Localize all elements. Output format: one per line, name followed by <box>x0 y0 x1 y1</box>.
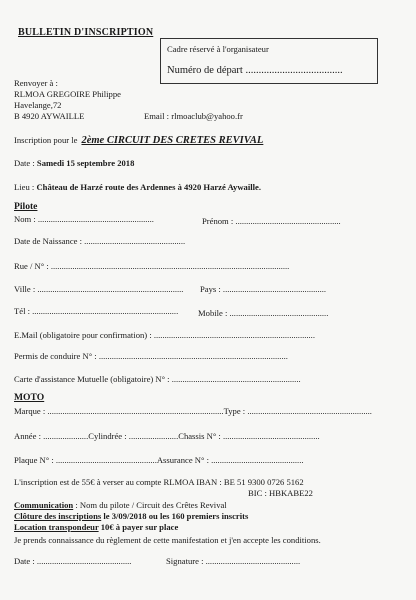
form-title: BULLETIN D'INSCRIPTION <box>18 27 154 38</box>
inscription-prefix: Inscription pour le <box>14 135 78 145</box>
marque-type-field[interactable]: Marque : ..................................................................................Type : .......................................................... <box>14 406 372 416</box>
date-value: Samedi 15 septembre 2018 <box>36 158 135 168</box>
signature-field[interactable]: Signature : ............................................ <box>166 556 301 566</box>
cloture-label: Clôture des inscriptions <box>14 511 102 521</box>
communication-line <box>14 500 227 510</box>
start-number-dots: ..................................... <box>245 65 343 76</box>
permis-field[interactable]: Permis de conduire N° : ........................................................................................ <box>14 351 288 361</box>
prenom-field[interactable]: Prénom : ................................................. <box>202 216 341 226</box>
organizer-box-label: Cadre réservé à l'organisateur <box>167 44 269 54</box>
transpondeur-label: Location transpondeur <box>14 522 99 532</box>
start-number-field[interactable] <box>167 65 343 76</box>
annee-cylindree-chassis-field[interactable]: Année : .....................Cylindrée : .......................Chassis N° : ............................................. <box>14 431 320 441</box>
return-label: Renvoyer à : <box>14 78 58 88</box>
organizer-box <box>160 38 378 84</box>
moto-heading: MOTO <box>14 392 45 403</box>
carte-field[interactable]: Carte d'assistance Mutuelle (obligatoire) N° : ............................................................ <box>14 374 301 384</box>
rue-field[interactable]: Rue / N° : ............................................................................................................... <box>14 261 290 271</box>
place-label: Lieu : <box>14 182 35 192</box>
tel-field[interactable]: Tél : .................................................................... <box>14 306 179 316</box>
plaque-assurance-field[interactable]: Plaque N° : ...............................................Assurance N° : ........................................... <box>14 455 304 465</box>
email-contact: Email : rlmoaclub@yahoo.fr <box>144 111 243 121</box>
inscription-line <box>14 130 263 148</box>
cloture-text: le 3/09/2018 ou les 160 premiers inscrits <box>101 511 249 521</box>
mobile-field[interactable]: Mobile : .............................................. <box>198 308 329 318</box>
nom-field[interactable]: Nom : ...................................................... <box>14 214 154 224</box>
date-line <box>14 158 134 168</box>
naissance-field[interactable]: Date de Naissance : ............................................... <box>14 236 186 246</box>
place-value: Château de Harzé route des Ardennes à 4920 Harzé Aywaille. <box>36 182 261 192</box>
pays-field[interactable]: Pays : ................................................ <box>200 284 327 294</box>
event-name: 2ème CIRCUIT DES CRETES REVIVAL <box>81 135 264 146</box>
bic-text: BIC : HBKABE22 <box>248 488 313 498</box>
acceptance-text: Je prends connaissance du règlement de cette manifestation et j'en accepte les conditions. <box>14 535 321 545</box>
ville-field[interactable]: Ville : .................................................................... <box>14 284 184 294</box>
start-number-label: Numéro de départ <box>167 65 243 76</box>
communication-text: : Nom du pilote / Circuit des Crêtes Revival <box>73 500 227 510</box>
return-line3: B 4920 AYWAILLE <box>14 111 85 121</box>
return-line2: Havelange,72 <box>14 100 62 110</box>
return-line1: RLMOA GREGOIRE Philippe <box>14 89 121 99</box>
transpondeur-line <box>14 522 178 532</box>
transpondeur-text: 10€ à payer sur place <box>98 522 179 532</box>
footer-date-field[interactable]: Date : ............................................ <box>14 556 132 566</box>
place-line <box>14 182 261 192</box>
email-field[interactable]: E.Mail (obligatoire pour confirmation) : ........................................................................... <box>14 330 315 340</box>
fee-text: L'inscription est de 55€ à verser au compte RLMOA IBAN : BE 51 9300 0726 5162 <box>14 477 304 487</box>
pilote-heading: Pilote <box>14 201 38 212</box>
date-label: Date : <box>14 158 35 168</box>
communication-label: Communication <box>14 500 74 510</box>
cloture-line <box>14 511 248 521</box>
